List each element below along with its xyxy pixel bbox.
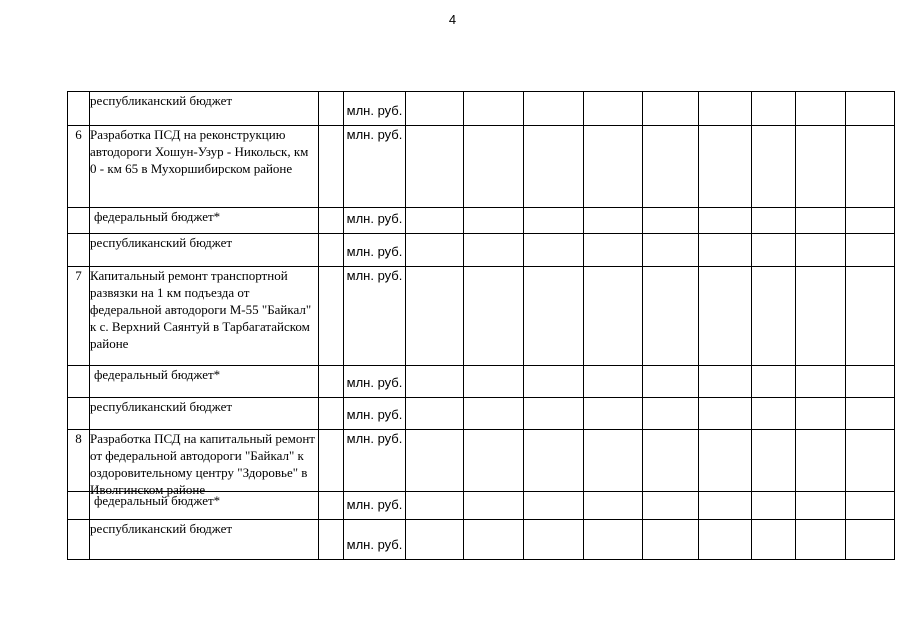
unit-cell: млн. руб. <box>344 267 406 366</box>
cell <box>319 398 344 430</box>
cell <box>699 234 752 267</box>
row-number <box>68 366 90 398</box>
row-number <box>68 234 90 267</box>
cell <box>464 234 524 267</box>
table-row <box>68 366 895 398</box>
cell <box>796 492 846 520</box>
cell <box>699 398 752 430</box>
cell <box>319 267 344 366</box>
cell <box>752 430 796 492</box>
unit-cell: млн. руб. <box>344 492 406 520</box>
cell <box>643 208 699 234</box>
cell <box>752 366 796 398</box>
cell <box>584 126 643 208</box>
cell <box>319 234 344 267</box>
cell <box>643 430 699 492</box>
row-number <box>68 208 90 234</box>
cell <box>752 398 796 430</box>
cell <box>796 267 846 366</box>
cell <box>464 492 524 520</box>
table-row <box>68 126 895 208</box>
cell <box>524 234 584 267</box>
cell <box>699 430 752 492</box>
budget-table <box>67 91 895 560</box>
unit-cell: млн. руб. <box>344 208 406 234</box>
row-number <box>68 492 90 520</box>
cell <box>643 366 699 398</box>
cell <box>643 267 699 366</box>
row-number <box>68 520 90 560</box>
cell <box>846 520 895 560</box>
cell <box>524 92 584 126</box>
cell <box>464 126 524 208</box>
table-row <box>68 208 895 234</box>
cell <box>752 267 796 366</box>
cell <box>524 430 584 492</box>
cell <box>752 520 796 560</box>
row-name: Разработка ПСД на реконструкцию автодороги Хошун-Узур - Никольск, км 0 - км 65 в Мухоршибирском районе <box>90 126 319 208</box>
row-name: республиканский бюджет <box>90 234 319 267</box>
unit-cell: млн. руб. <box>344 234 406 267</box>
table-row <box>68 492 895 520</box>
row-name: федеральный бюджет* <box>90 208 319 234</box>
table-row <box>68 234 895 267</box>
row-name: республиканский бюджет <box>90 398 319 430</box>
table-row <box>68 430 895 492</box>
row-name: федеральный бюджет* <box>90 492 319 520</box>
row-name: Капитальный ремонт транспортной развязки на 1 км подъезда от федеральной автодороги М-55 "Байкал" к с. Верхний Саянтуй в Тарбагатайском районе <box>90 267 319 366</box>
table-row <box>68 520 895 560</box>
row-number: 8 <box>68 430 90 492</box>
cell <box>699 126 752 208</box>
cell <box>796 398 846 430</box>
cell <box>406 234 464 267</box>
cell <box>643 92 699 126</box>
cell <box>699 366 752 398</box>
cell <box>752 92 796 126</box>
cell <box>584 92 643 126</box>
cell <box>584 398 643 430</box>
cell <box>846 208 895 234</box>
cell <box>752 208 796 234</box>
cell <box>699 492 752 520</box>
cell <box>796 366 846 398</box>
cell <box>643 492 699 520</box>
cell <box>406 208 464 234</box>
cell <box>643 398 699 430</box>
unit-cell: млн. руб. <box>344 366 406 398</box>
row-name: федеральный бюджет* <box>90 366 319 398</box>
row-number: 6 <box>68 126 90 208</box>
cell <box>699 92 752 126</box>
row-number: 7 <box>68 267 90 366</box>
cell <box>319 126 344 208</box>
cell <box>319 492 344 520</box>
cell <box>643 520 699 560</box>
cell <box>524 398 584 430</box>
row-name-text: Разработка ПСД на капитальный ремонт от федеральной автодороги "Байкал" к оздоровительному центру "Здоровье" в Иволгинском районе <box>90 431 315 497</box>
cell <box>464 430 524 492</box>
cell <box>846 366 895 398</box>
cell <box>846 492 895 520</box>
cell <box>584 492 643 520</box>
cell <box>584 234 643 267</box>
cell <box>643 126 699 208</box>
cell <box>584 267 643 366</box>
cell <box>406 520 464 560</box>
cell <box>796 126 846 208</box>
cell <box>406 430 464 492</box>
cell <box>796 92 846 126</box>
cell <box>699 267 752 366</box>
table-row <box>68 398 895 430</box>
cell <box>406 126 464 208</box>
unit-cell: млн. руб. <box>344 520 406 560</box>
cell <box>524 208 584 234</box>
cell <box>464 208 524 234</box>
cell <box>846 234 895 267</box>
cell <box>796 234 846 267</box>
row-name: республиканский бюджет <box>90 92 319 126</box>
cell <box>464 267 524 366</box>
cell <box>319 520 344 560</box>
cell <box>584 520 643 560</box>
unit-cell: млн. руб. <box>344 398 406 430</box>
cell <box>464 398 524 430</box>
cell <box>846 126 895 208</box>
cell <box>406 398 464 430</box>
cell <box>752 234 796 267</box>
cell <box>406 267 464 366</box>
cell <box>846 267 895 366</box>
cell <box>699 208 752 234</box>
cell <box>319 366 344 398</box>
cell <box>524 366 584 398</box>
cell <box>464 366 524 398</box>
cell <box>319 430 344 492</box>
cell <box>643 234 699 267</box>
cell <box>406 92 464 126</box>
row-name <box>90 430 319 497</box>
cell <box>524 126 584 208</box>
cell <box>524 520 584 560</box>
cell <box>846 92 895 126</box>
cell <box>584 430 643 492</box>
unit-cell: млн. руб. <box>344 92 406 126</box>
cell <box>699 520 752 560</box>
cell <box>524 492 584 520</box>
cell <box>846 430 895 492</box>
cell <box>584 366 643 398</box>
cell <box>319 92 344 126</box>
cell <box>524 267 584 366</box>
cell <box>846 398 895 430</box>
cell <box>584 208 643 234</box>
cell <box>464 520 524 560</box>
page-number: 4 <box>448 12 457 27</box>
cell <box>796 520 846 560</box>
unit-cell: млн. руб. <box>344 126 406 208</box>
cell <box>464 92 524 126</box>
cell <box>752 126 796 208</box>
cell <box>796 430 846 492</box>
cell <box>796 208 846 234</box>
cell <box>406 492 464 520</box>
row-number <box>68 92 90 126</box>
cell <box>319 208 344 234</box>
cell <box>406 366 464 398</box>
table-row <box>68 267 895 366</box>
row-number <box>68 398 90 430</box>
table-row <box>68 92 895 126</box>
row-name: республиканский бюджет <box>90 520 319 560</box>
cell <box>752 492 796 520</box>
unit-cell: млн. руб. <box>344 430 406 492</box>
